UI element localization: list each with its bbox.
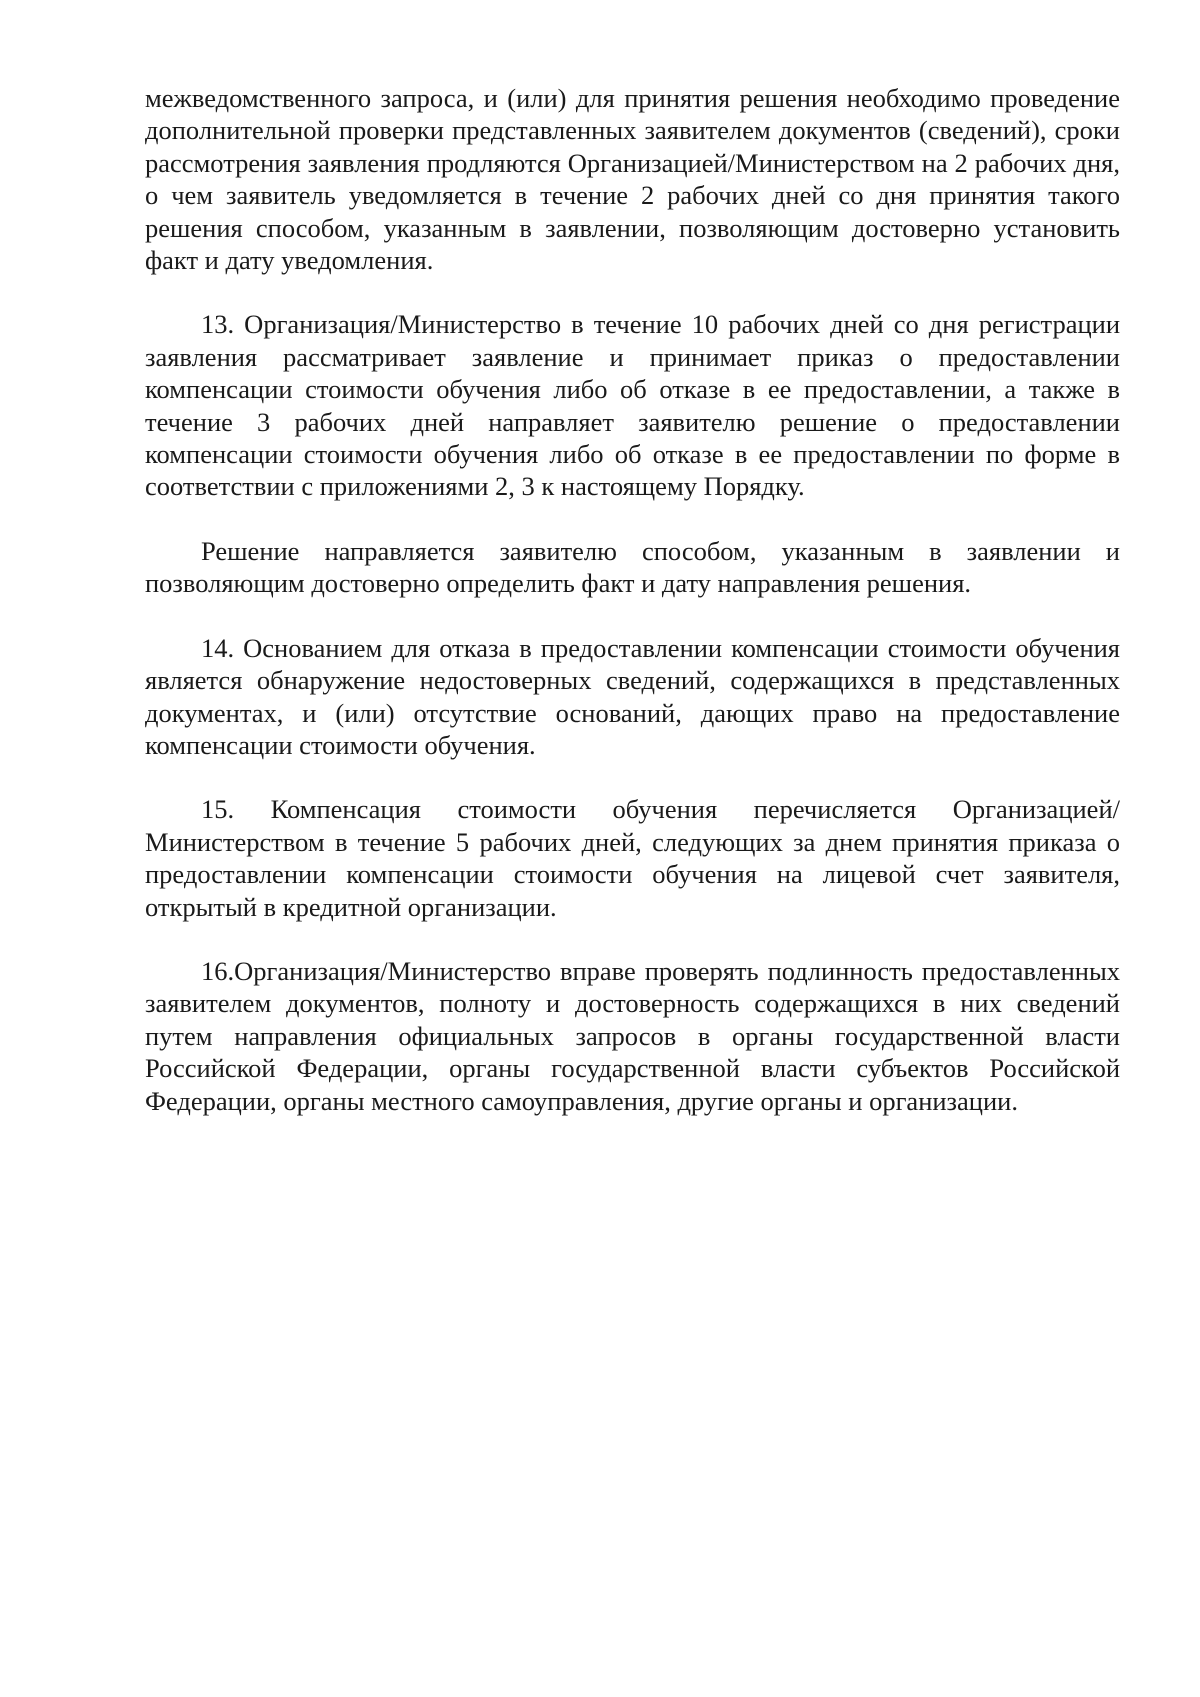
paragraph-14: 14. Основанием для отказа в предоставлении компенсации стоимости обучения является обнаружение недостоверных сведений, содержащихся в представленных документах, и (или) отсутствие оснований, дающих право на предоставление компенсации стоимости обучения. <box>145 632 1120 760</box>
document-page <box>145 82 1120 1117</box>
paragraph-16: 16.Организация/Министерство вправе проверять подлинность предоставленных заявителем документов, полноту и достоверность содержащихся в них сведений путем направления официальных запросов в органы государственной власти Российской Федерации, органы государственной власти субъектов Российской Федерации, органы местного самоуправления, другие органы и организации. <box>145 955 1120 1116</box>
paragraph-continuation: межведомственного запроса, и (или) для принятия решения необходимо проведение дополнительной проверки представленных заявителем документов (сведений), сроки рассмотрения заявления продляются Организацией/Министерством на 2 рабочих дня, о чем заявитель уведомляется в течение 2 рабочих дней со дня принятия такого решения способом, указанным в заявлении, позволяющим достоверно установить факт и дату уведомления. <box>145 83 1120 276</box>
paragraph-13: 13. Организация/Министерство в течение 10 рабочих дней со дня регистрации заявления рассматривает заявление и принимает приказ о предоставлении компенсации стоимости обучения либо об отказе в ее предоставлении, а также в течение 3 рабочих дней направляет заявителю решение о предоставлении компенсации стоимости обучения либо об отказе в ее предоставлении по форме в соответствии с приложениями 2, 3 к настоящему Порядку. <box>145 309 1120 502</box>
paragraph-decision-delivery: Решение направляется заявителю способом, указанным в заявлении и позволяющим достоверно определить факт и дату направления решения. <box>145 535 1120 599</box>
paragraph-15: 15. Компенсация стоимости обучения перечисляется Организацией/ Министерством в течение 5 рабочих дней, следующих за днем принятия приказа о предоставлении компенсации стоимости обучения на лицевой счет заявителя, открытый в кредитной организации. <box>145 794 1120 922</box>
